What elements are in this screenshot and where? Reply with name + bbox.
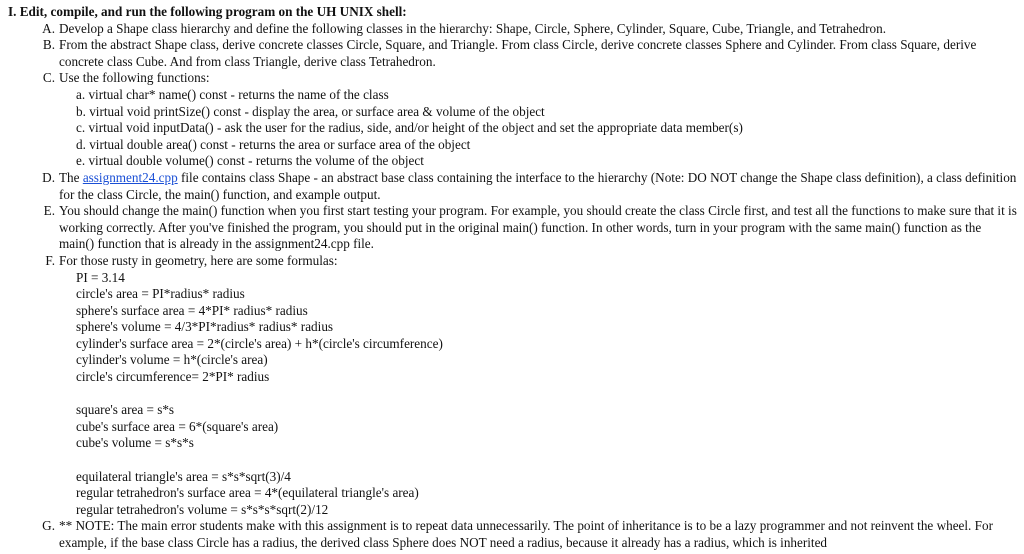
formula-line: sphere's volume = 4/3*PI*radius* radius* radius	[76, 319, 334, 335]
formula-line: PI = 3.14	[76, 269, 125, 285]
section-c-text: Use the following functions:	[59, 70, 210, 86]
function-list-item: a. virtual char* name() const - returns the name of the class	[76, 86, 389, 102]
assignment-heading: I. Edit, compile, and run the following program on the UH UNIX shell:	[8, 4, 407, 19]
function-list-item: b. virtual void printSize() const - display the area, or surface area & volume of the object	[76, 103, 545, 119]
section-f-label: F.	[45, 252, 55, 268]
formula-line: regular tetrahedron's volume = s*s*s*sqrt(2)/12	[76, 501, 329, 517]
formula-line: circle's circumference= 2*PI* radius	[76, 369, 270, 385]
section-d-pre: The	[59, 169, 80, 185]
section-b	[8, 37, 1018, 70]
formula-line: equilateral triangle's area = s*s*sqrt(3)/4	[76, 468, 291, 484]
section-f-text: For those rusty in geometry, here are some formulas:	[59, 252, 338, 268]
section-e-label: E.	[43, 203, 55, 219]
section-e-text: You should change the main() function when you first start testing your program. For example, you should create the class Circle first, and test all the functions to make sure that it is working correctly. After you've finished the program, you should put in the original main() function. In other words, turn in your program with the same main() function as the main() function that is already in the assignment24.cpp file.	[59, 203, 1017, 252]
function-list-item: e. virtual double volume() const - returns the volume of the object	[76, 153, 424, 169]
formula-line: sphere's surface area = 4*PI* radius* radius	[76, 302, 308, 318]
formula-line: circle's area = PI*radius* radius	[76, 286, 245, 302]
function-list-item: c. virtual void inputData() - ask the user for the radius, side, and/or height of the object and set the appropriate data member(s)	[76, 120, 743, 136]
formula-line: regular tetrahedron's surface area = 4*(equilateral triangle's area)	[76, 485, 419, 501]
formula-line: cylinder's volume = h*(circle's area)	[76, 352, 268, 368]
section-f	[8, 253, 1018, 270]
function-list-item: d. virtual double area() const - returns the area or surface area of the object	[76, 136, 471, 152]
section-b-text: From the abstract Shape class, derive concrete classes Circle, Square, and Triangle. From class Circle, derive concrete classes Sphere and Cylinder. From class Square, derive concrete class Cube. And from class Triangle, derive class Tetrahedron.	[59, 37, 977, 69]
formula-line: cube's volume = s*s*s	[76, 435, 194, 451]
assignment-file-link[interactable]: assignment24.cpp	[82, 169, 178, 185]
spacer	[8, 386, 1018, 403]
spacer	[8, 452, 1018, 469]
section-d-label: D.	[42, 169, 55, 185]
section-a	[8, 21, 1018, 38]
section-g-label: G.	[42, 518, 55, 534]
section-g	[8, 518, 1018, 551]
section-d-text	[59, 170, 1018, 203]
section-b-label: B.	[42, 37, 55, 53]
section-a-text: Develop a Shape class hierarchy and define the following classes in the hierarchy: Shape, Circle, Sphere, Cylinder, Square, Cube, Triangle, and Tetrahedron.	[59, 20, 887, 36]
section-e	[8, 203, 1018, 253]
formula-line: square's area = s*s	[76, 402, 175, 418]
section-d	[8, 170, 1018, 203]
section-d-body: file contains class Shape - an abstract base class containing the interface to the hierarchy (Note: DO NOT change the Shape class definition), a class definition for the class Circle, the main() function, and example output.	[59, 169, 1017, 202]
section-g-text: ** NOTE: The main error students make with this assignment is to repeat data unnecessarily. The point of inheritance is to be a lazy programmer and not reinvent the wheel. For example, if the base class Circle has a radius, the derived class Sphere does NOT need a radius, because it already has a radius, which is inherited	[59, 518, 993, 550]
section-c-label: C.	[42, 70, 55, 86]
section-a-label: A.	[42, 20, 55, 36]
formula-line: cylinder's surface area = 2*(circle's area) + h*(circle's circumference)	[76, 335, 443, 351]
section-c	[8, 70, 1018, 87]
formula-line: cube's surface area = 6*(square's area)	[76, 418, 279, 434]
